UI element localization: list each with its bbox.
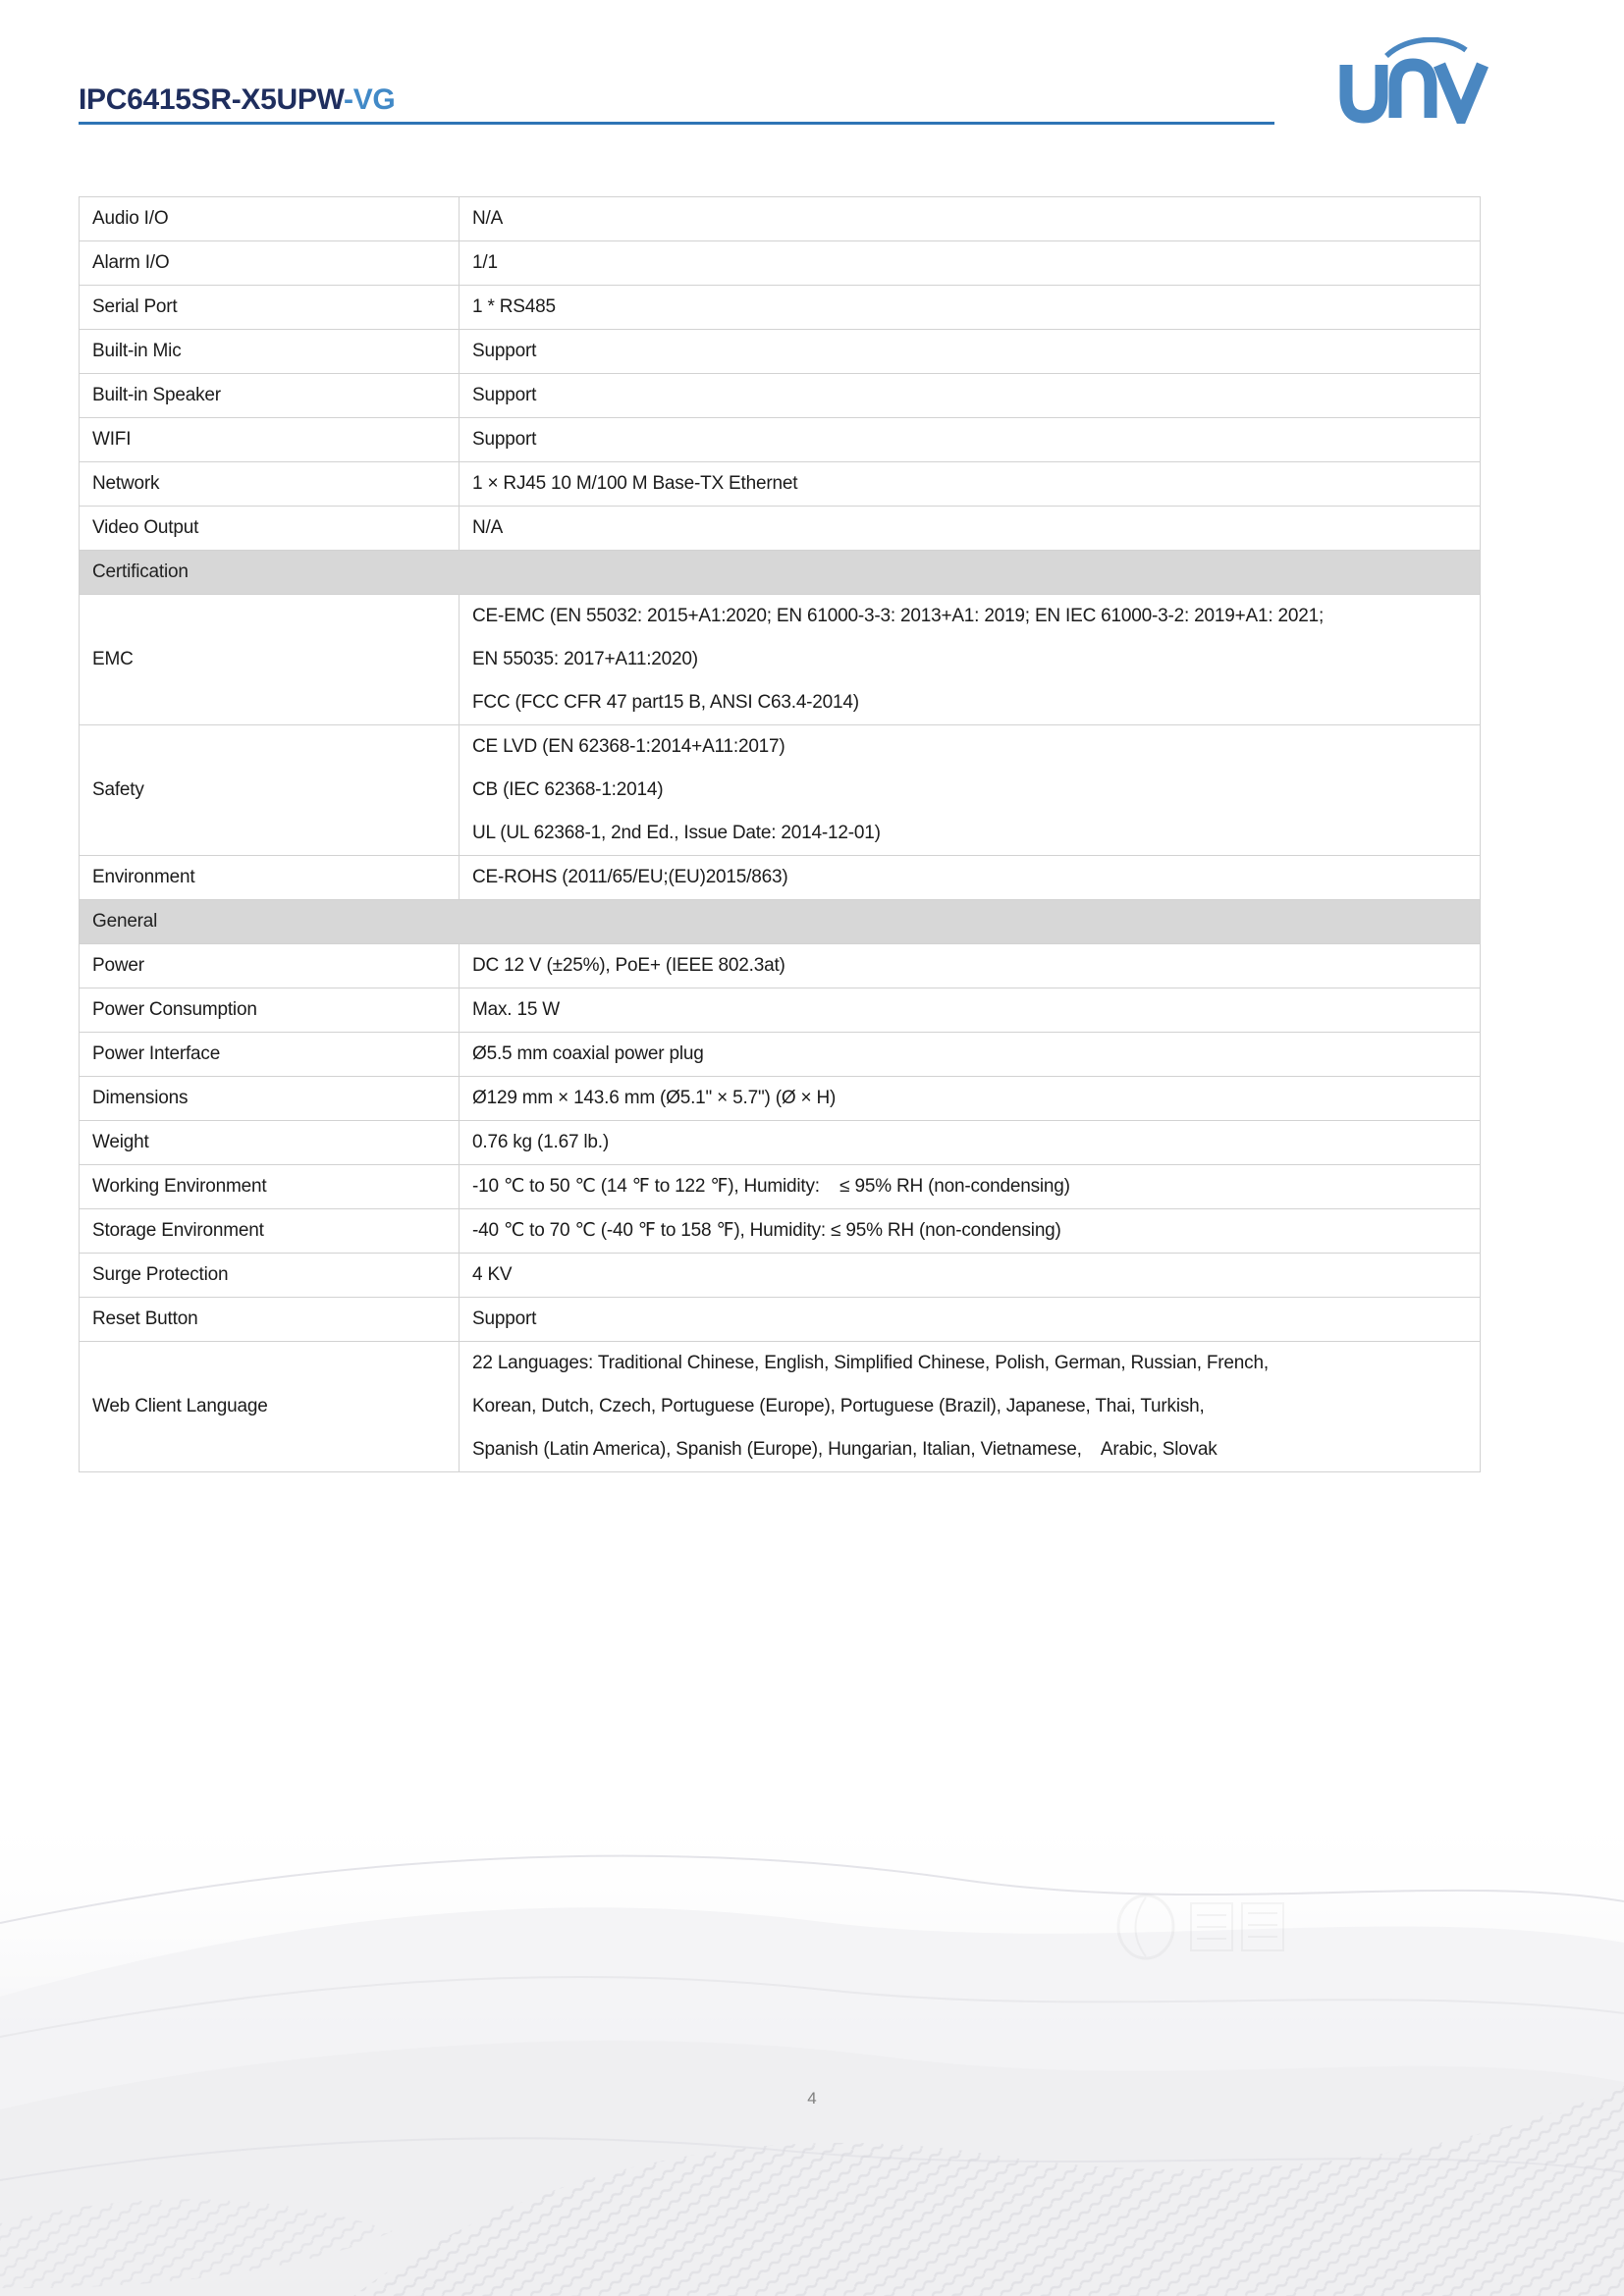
value-line: -10 ℃ to 50 ℃ (14 ℉ to 122 ℉), Humidity: ≤ 95% RH (non-condensing)	[472, 1176, 1070, 1197]
logo-letter-n	[1395, 65, 1431, 118]
row-label: EMC	[80, 595, 460, 724]
value-line: DC 12 V (±25%), PoE+ (IEEE 802.3at)	[472, 955, 785, 976]
row-value	[460, 330, 1480, 373]
value-line: FCC (FCC CFR 47 part15 B, ANSI C63.4-2014)	[472, 692, 859, 713]
row-value	[460, 507, 1480, 550]
table-row	[80, 1121, 1480, 1165]
row-label: Storage Environment	[80, 1209, 460, 1253]
row-label: Environment	[80, 856, 460, 899]
row-value	[460, 1298, 1480, 1341]
table-row	[80, 1298, 1480, 1342]
table-row	[80, 725, 1480, 856]
value-line: Support	[472, 385, 537, 405]
value-line: 1 * RS485	[472, 296, 556, 317]
row-label: Network	[80, 462, 460, 506]
table-section-header: General	[80, 900, 1480, 944]
row-label: Working Environment	[80, 1165, 460, 1208]
table-row	[80, 418, 1480, 462]
row-value	[460, 418, 1480, 461]
value-line: CE-EMC (EN 55032: 2015+A1:2020; EN 61000-3-3: 2013+A1: 2019; EN IEC 61000-3-2: 2019+A1: 2021;	[472, 606, 1325, 626]
table-row	[80, 330, 1480, 374]
row-value	[460, 1254, 1480, 1297]
value-line: 22 Languages: Traditional Chinese, English, Simplified Chinese, Polish, German, Russian, French,	[472, 1353, 1269, 1373]
row-value	[460, 241, 1480, 285]
logo-arc-icon	[1386, 39, 1466, 56]
value-line: 0.76 kg (1.67 lb.)	[472, 1132, 609, 1152]
value-line: Korean, Dutch, Czech, Portuguese (Europe), Portuguese (Brazil), Japanese, Thai, Turkish,	[472, 1396, 1205, 1416]
value-line: Support	[472, 429, 537, 450]
row-label: Weight	[80, 1121, 460, 1164]
value-line: 4 KV	[472, 1264, 513, 1285]
table-row	[80, 374, 1480, 418]
row-value	[460, 462, 1480, 506]
row-label: Power Consumption	[80, 988, 460, 1032]
row-value	[460, 1165, 1480, 1208]
page-number: 4	[807, 2089, 817, 2108]
value-line: 1 × RJ45 10 M/100 M Base-TX Ethernet	[472, 473, 798, 494]
table-row	[80, 944, 1480, 988]
row-value	[460, 988, 1480, 1032]
value-line: Ø129 mm × 143.6 mm (Ø5.1" × 5.7") (Ø × H)	[472, 1088, 837, 1108]
value-line: UL (UL 62368-1, 2nd Ed., Issue Date: 2014-12-01)	[472, 823, 881, 843]
row-value	[460, 197, 1480, 240]
value-line: EN 55035: 2017+A11:2020)	[472, 649, 698, 669]
table-row	[80, 595, 1480, 725]
value-line: CB (IEC 62368-1:2014)	[472, 779, 664, 800]
row-label: Alarm I/O	[80, 241, 460, 285]
row-label: Reset Button	[80, 1298, 460, 1341]
row-label: Power	[80, 944, 460, 988]
page-title	[79, 82, 395, 118]
table-row	[80, 1165, 1480, 1209]
table-section-header: Certification	[80, 551, 1480, 595]
row-label: Built-in Speaker	[80, 374, 460, 417]
spec-table	[79, 196, 1481, 1472]
row-label: Serial Port	[80, 286, 460, 329]
logo-letter-v	[1439, 65, 1483, 117]
row-value	[460, 1033, 1480, 1076]
row-value	[460, 1342, 1480, 1471]
footer-decoration	[0, 1795, 1624, 2296]
row-value	[460, 1209, 1480, 1253]
table-row	[80, 507, 1480, 551]
unv-logo	[1329, 37, 1498, 124]
value-line: -40 ℃ to 70 ℃ (-40 ℉ to 158 ℉), Humidity: ≤ 95% RH (non-condensing)	[472, 1220, 1061, 1241]
row-value	[460, 374, 1480, 417]
value-line: CE-ROHS (2011/65/EU;(EU)2015/863)	[472, 867, 788, 887]
value-line: N/A	[472, 208, 504, 229]
table-row	[80, 1342, 1480, 1471]
value-line: Max. 15 W	[472, 999, 560, 1020]
row-value	[460, 595, 1480, 724]
row-label: Audio I/O	[80, 197, 460, 240]
table-row	[80, 462, 1480, 507]
table-row	[80, 1209, 1480, 1254]
row-value	[460, 1121, 1480, 1164]
table-row	[80, 988, 1480, 1033]
row-value	[460, 944, 1480, 988]
table-row	[80, 286, 1480, 330]
table-row	[80, 197, 1480, 241]
row-label: Web Client Language	[80, 1342, 460, 1471]
row-label: WIFI	[80, 418, 460, 461]
row-value	[460, 286, 1480, 329]
row-label: Surge Protection	[80, 1254, 460, 1297]
row-value	[460, 1077, 1480, 1120]
table-row	[80, 856, 1480, 900]
page-title-main: IPC6415SR-X5UPW	[79, 83, 344, 116]
header-rule	[79, 122, 1274, 125]
table-row	[80, 241, 1480, 286]
row-label: Video Output	[80, 507, 460, 550]
row-label: Built-in Mic	[80, 330, 460, 373]
row-value	[460, 856, 1480, 899]
value-line: 1/1	[472, 252, 498, 273]
row-label: Power Interface	[80, 1033, 460, 1076]
page-title-suffix: -VG	[344, 83, 396, 116]
logo-letter-u	[1346, 65, 1381, 117]
row-label: Safety	[80, 725, 460, 855]
value-line: Support	[472, 1308, 537, 1329]
value-line: N/A	[472, 517, 504, 538]
row-label: Dimensions	[80, 1077, 460, 1120]
table-row	[80, 1254, 1480, 1298]
row-value	[460, 725, 1480, 855]
value-line: CE LVD (EN 62368-1:2014+A11:2017)	[472, 736, 785, 757]
value-line: Ø5.5 mm coaxial power plug	[472, 1043, 704, 1064]
table-row	[80, 1077, 1480, 1121]
value-line: Spanish (Latin America), Spanish (Europe), Hungarian, Italian, Vietnamese, Arabic, Slovak	[472, 1439, 1218, 1460]
value-line: Support	[472, 341, 537, 361]
table-row	[80, 1033, 1480, 1077]
